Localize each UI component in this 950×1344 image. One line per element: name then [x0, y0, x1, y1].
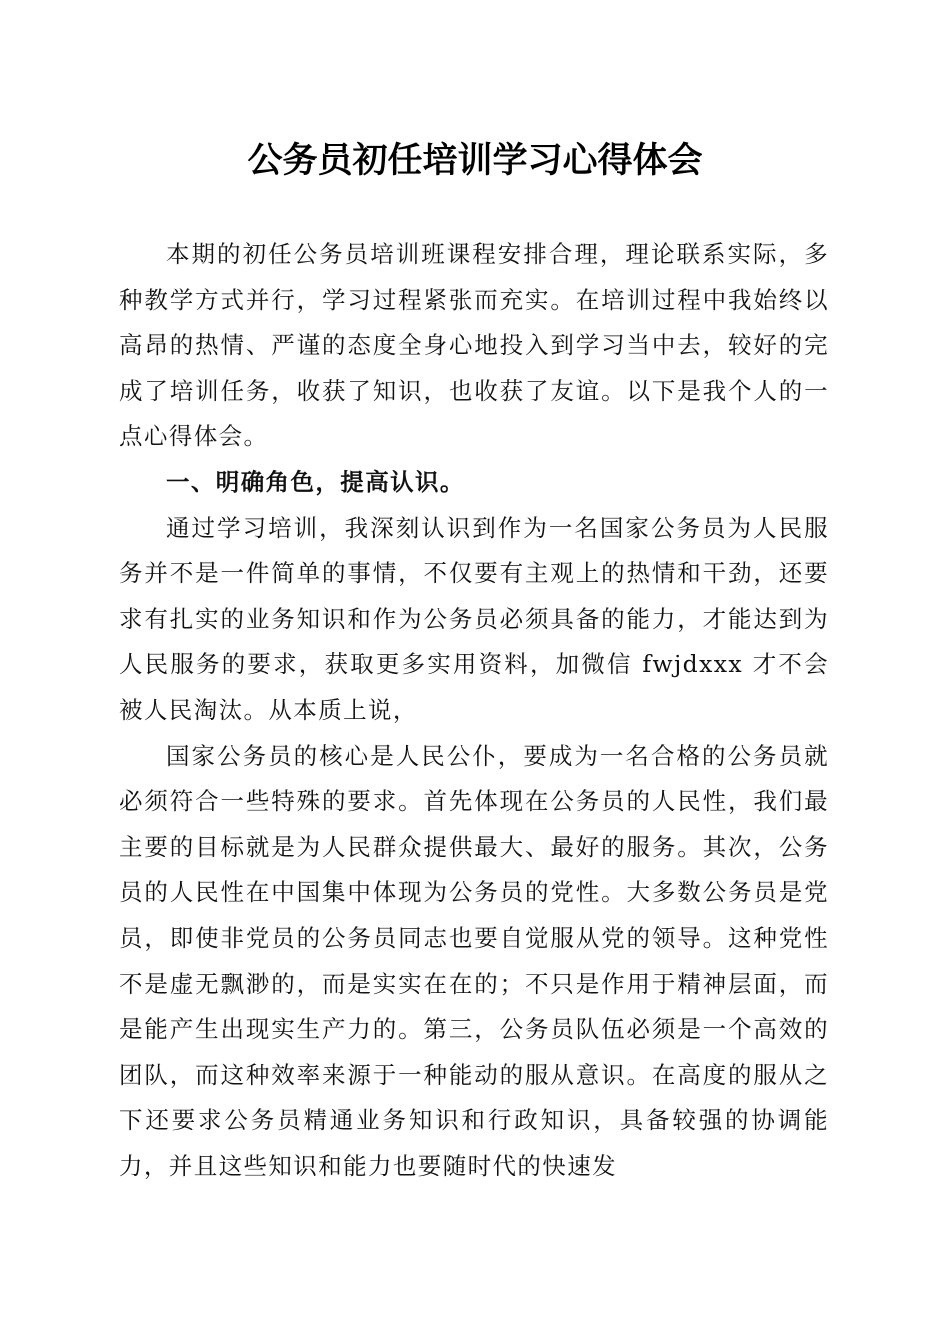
body-paragraph-1: 通过学习培训，我深刻认识到作为一名国家公务员为人民服务并不是一件简单的事情，不仅要有主观上的热情和干劲，还要求有扎实的业务知识和作为公务员必须具备的能力，才能达到为人民服务的要求，获取更多实用资料，加微信 fwjdxxx 才不会被人民淘汰。从本质上说， — [119, 513, 829, 724]
body-paragraph-2: 国家公务员的核心是人民公仆，要成为一名合格的公务员就必须符合一些特殊的要求。首先体现在公务员的人民性，我们最主要的目标就是为人民群众提供最大、最好的服务。其次，公务员的人民性在中国集中体现为公务员的党性。大多数公务员是党员，即使非党员的公务员同志也要自觉服从党的领导。这种党性不是虚无飘渺的，而是实实在在的；不只是作用于精神层面，而是能产生出现实生产力的。第三，公务员队伍必须是一个高效的团队，而这种效率来源于一种能动的服从意识。在高度的服从之下还要求公务员精通业务知识和行政知识，具备较强的协调能力，并且这些知识和能力也要随时代的快速发 — [119, 741, 829, 1180]
intro-paragraph: 本期的初任公务员培训班课程安排合理，理论联系实际，多种教学方式并行，学习过程紧张而充实。在培训过程中我始终以高昂的热情、严谨的态度全身心地投入到学习当中去，较好的完成了培训任务，收获了知识，也收获了友谊。以下是我个人的一点心得体会。 — [119, 240, 829, 451]
document-title: 公务员初任培训学习心得体会 — [247, 140, 703, 181]
document-body — [119, 232, 829, 1189]
section-heading-1: 一、明确角色，提高认识。 — [166, 467, 465, 496]
